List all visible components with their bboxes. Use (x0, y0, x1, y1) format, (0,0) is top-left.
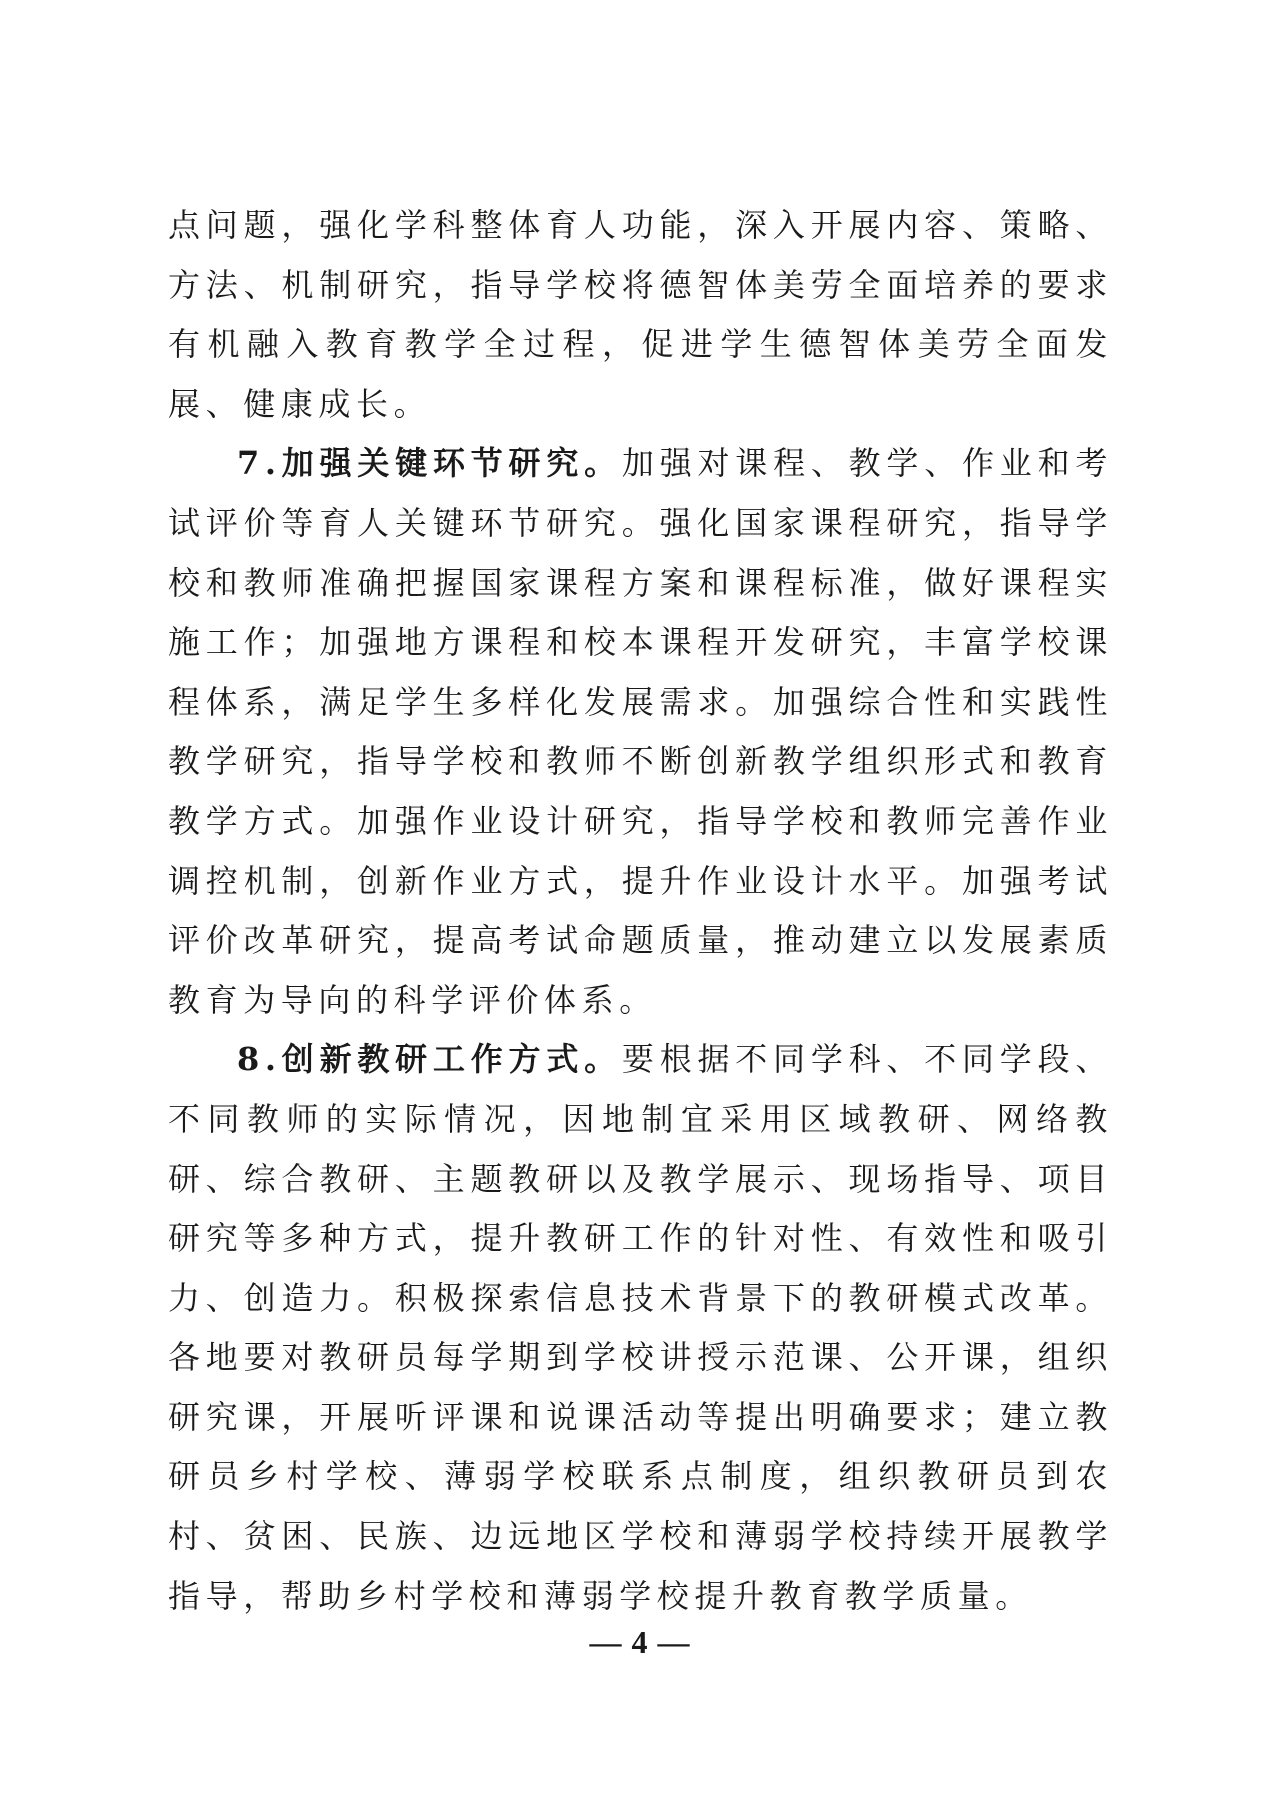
paragraph-section-7 (168, 434, 1113, 1030)
section-heading: 7.加强关键环节研究。 (237, 444, 622, 483)
paragraph-text: 要根据不同学科、不同学段、不同教师的实际情况，因地制宜采用区域教研、网络教研、综合教研、主题教研以及教学展示、现场指导、项目研究等多种方式，提升教研工作的针对性、有效性和吸引力、创造力。积极探索信息技术背景下的教研模式改革。各地要对教研员每学期到学校讲授示范课、公开课，组织研究课，开展听评课和说课活动等提出明确要求；建立教研员乡村学校、薄弱学校联系点制度，组织教研员到农村、贫困、民族、边远地区学校和薄弱学校持续开展教学指导，帮助乡村学校和薄弱学校提升教育教学质量。 (168, 1040, 1113, 1615)
page-number: — 4 — (589, 1624, 691, 1660)
document-body (168, 196, 1113, 1626)
paragraph-continuation (168, 196, 1113, 434)
section-heading: 8.创新教研工作方式。 (237, 1040, 622, 1079)
paragraph-text: 加强对课程、教学、作业和考试评价等育人关键环节研究。强化国家课程研究，指导学校和教师准确把握国家课程方案和课程标准，做好课程实施工作；加强地方课程和校本课程开发研究，丰富学校课程体系，满足学生多样化发展需求。加强综合性和实践性教学研究，指导学校和教师不断创新教学组织形式和教育教学方式。加强作业设计研究，指导学校和教师完善作业调控机制，创新作业方式，提升作业设计水平。加强考试评价改革研究，提高考试命题质量，推动建立以发展素质教育为导向的科学评价体系。 (168, 444, 1113, 1019)
paragraph-section-8 (168, 1030, 1113, 1626)
paragraph-text: 点问题，强化学科整体育人功能，深入开展内容、策略、方法、机制研究，指导学校将德智体美劳全面培养的要求有机融入教育教学全过程，促进学生德智体美劳全面发展、健康成长。 (168, 206, 1113, 423)
